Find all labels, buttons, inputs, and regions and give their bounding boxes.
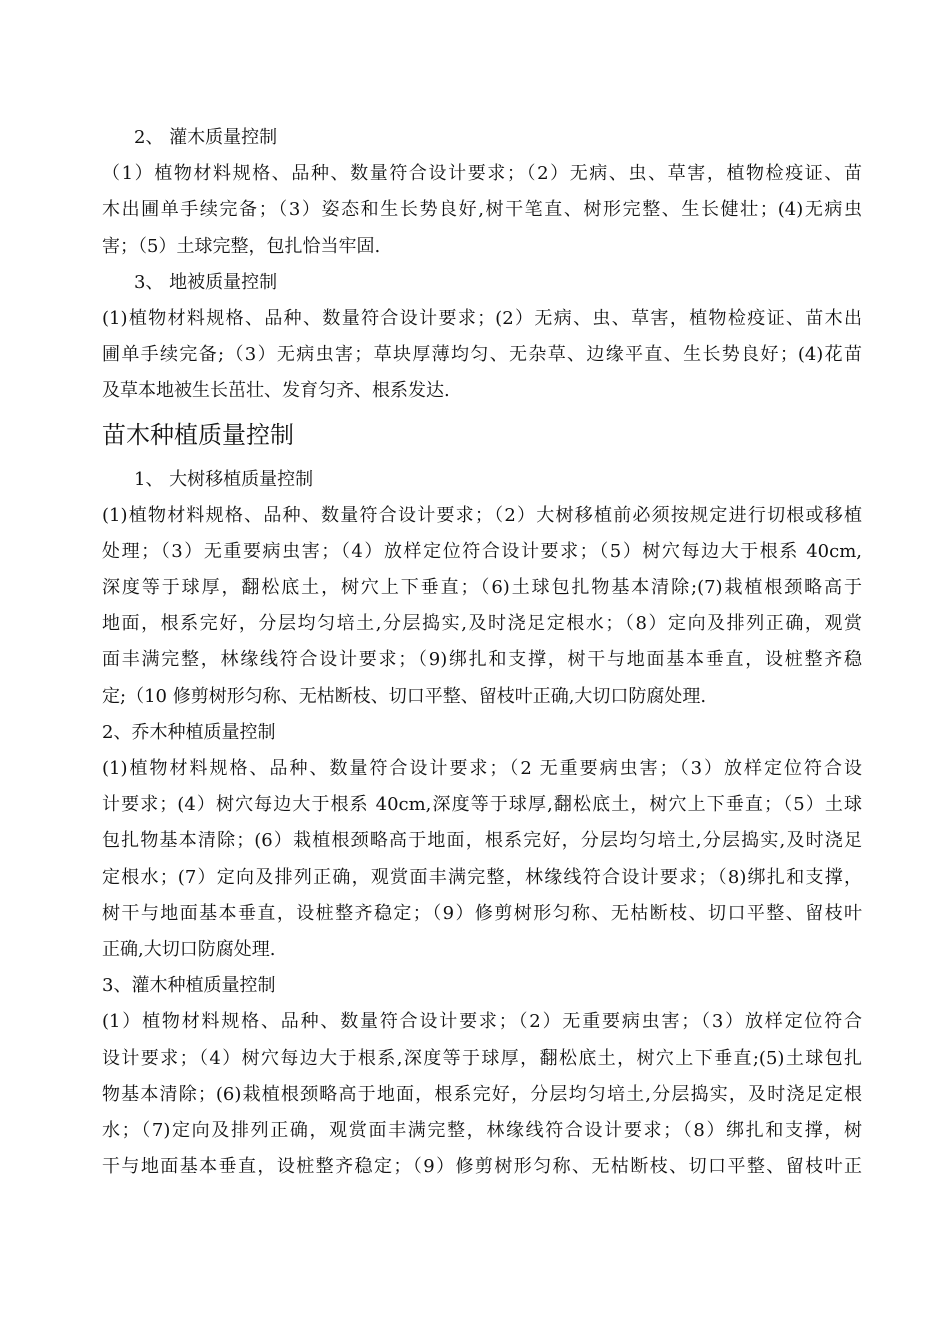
paragraph-line: 包扎物基本清除；(6）栽植根颈略高于地面，根系完好，分层均匀培土,分层捣实,及时浇足 [102,830,862,852]
paragraph-line: (1)植物材料规格、品种、数量符合设计要求；(2）无病、虫、草害，植物检疫证、苗木出 [102,307,862,329]
paragraph-line: 木出圃单手续完备；（3）姿态和生长势良好,树干笔直、树形完整、生长健壮；(4)无病虫 [102,199,862,221]
paragraph-line: （1）植物材料规格、品种、数量符合设计要求；（2）无病、虫、草害，植物检疫证、苗 [102,163,862,185]
paragraph-line: 定;（10 修剪树形匀称、无枯断枝、切口平整、留枝叶正确,大切口防腐处理. [102,685,707,707]
paragraph-line: 干与地面基本垂直，设桩整齐稳定；（9）修剪树形匀称、无枯断枝、切口平整、留枝叶正 [102,1156,862,1178]
paragraph-line: (1）植物材料规格、品种、数量符合设计要求；（2）无重要病虫害；（3）放样定位符合 [102,1011,862,1033]
section-heading-shrub-quality: 2、 灌木质量控制 [134,127,278,148]
paragraph-line: 物基本清除；(6)栽植根颈略高于地面，根系完好，分层均匀培土,分层捣实，及时浇足定根 [102,1083,862,1105]
paragraph-line: 地面，根系完好，分层均匀培土,分层捣实,及时浇足定根水；（8）定向及排列正确，观赏 [102,613,862,635]
paragraph-line: 水；（7)定向及排列正确，观赏面丰满完整，林缘线符合设计要求；（8）绑扎和支撑，树 [102,1119,862,1141]
paragraph-line: 害；（5）土球完整，包扎恰当牢固. [102,235,381,257]
paragraph-line: 圃单手续完备;（3）无病虫害；草块厚薄均匀、无杂草、边缘平直、生长势良好；(4)花苗 [102,344,862,366]
paragraph-line: 定根水；(7）定向及排列正确，观赏面丰满完整，林缘线符合设计要求；（8)绑扎和支撑， [102,866,862,888]
paragraph-line: (1)植物材料规格、品种、数量符合设计要求；（2）大树移植前必须按规定进行切根或移植 [102,504,862,526]
paragraph-line: 树干与地面基本垂直，设桩整齐稳定；（9）修剪树形匀称、无枯断枝、切口平整、留枝叶 [102,902,862,924]
paragraph-line: 及草本地被生长茁壮、发育匀齐、根系发达. [102,380,450,402]
subsection-heading-shrub-planting: 3、灌木种植质量控制 [102,975,276,997]
paragraph-line: 深度等于球厚，翻松底土，树穴上下垂直；（6)土球包扎物基本清除;(7)栽植根颈略高于 [102,577,862,599]
paragraph-line: (1)植物材料规格、品种、数量符合设计要求；（2 无重要病虫害；（3）放样定位符合设 [102,758,862,779]
subsection-heading-arbor: 2、乔木种植质量控制 [102,721,276,743]
paragraph-line: 正确,大切口防腐处理. [102,938,276,960]
document-page [102,120,862,1185]
section-heading-groundcover-quality: 3、 地被质量控制 [134,271,278,293]
subsection-heading-large-tree: 1、 大树移植质量控制 [134,468,314,490]
main-section-title: 苗木种植质量控制 [102,420,294,449]
paragraph-line: 设计要求；（4）树穴每边大于根系,深度等于球厚，翻松底土，树穴上下垂直;(5)土球包扎 [102,1047,862,1069]
paragraph-line: 面丰满完整，林缘线符合设计要求；（9)绑扎和支撑，树干与地面基本垂直，设桩整齐稳 [102,649,862,671]
paragraph-line: 处理；（3）无重要病虫害；（4）放样定位符合设计要求；（5）树穴每边大于根系 40cm, [102,540,862,562]
paragraph-line: 计要求；(4）树穴每边大于根系 40cm,深度等于球厚,翻松底土，树穴上下垂直；（5）土球 [102,794,862,816]
